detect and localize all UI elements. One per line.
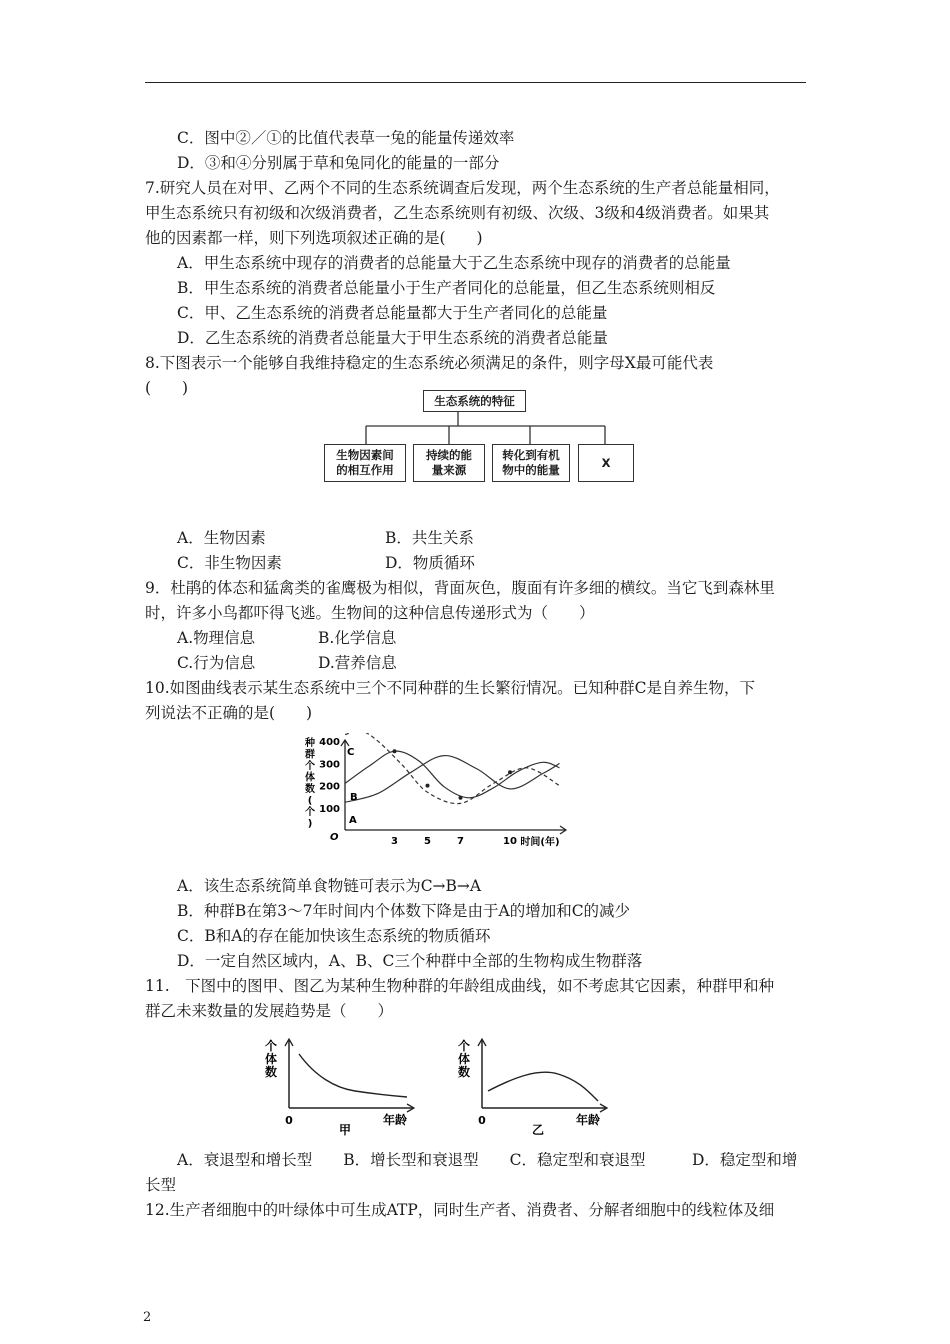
origin-label: 0 (478, 1114, 486, 1127)
y-axis-label-char: 种 (305, 738, 315, 749)
q7-option-b: B．甲生态系统的消费者总能量小于生产者同化的总能量，但乙生态系统则相反 (177, 279, 716, 297)
q11-options-wrap: 长型 (145, 1176, 177, 1194)
q6-option-c: C．图中②／①的比值代表草一兔的能量传递效率 (177, 129, 515, 147)
y-axis-label-char: 数 (457, 1065, 471, 1079)
diagram-box-biotic-interaction: 生物因素间的相互作用 (324, 444, 406, 482)
y-tick-label: 200 (319, 781, 340, 793)
q8-option-c: C．非生物因素 (177, 554, 282, 572)
diagram-box-x: X (578, 444, 634, 482)
y-axis-label-char: 数 (305, 784, 315, 795)
q10-option-b: B．种群B在第3～7年时间内个体数下降是由于A的增加和C的减少 (177, 902, 631, 920)
population-chart (300, 733, 575, 855)
age-curve (299, 1054, 407, 1097)
age-chart-jia (255, 1036, 415, 1136)
data-point (393, 749, 397, 753)
q8-stem-line2: ( ) (145, 379, 189, 397)
chart-caption: 乙 (531, 1123, 545, 1136)
data-point (459, 796, 463, 800)
y-axis-label-char: ( (307, 795, 313, 807)
y-axis-label-char: ) (307, 818, 313, 830)
y-axis-label-char: 个 (305, 761, 315, 772)
q10-stem-line2: 列说法不正确的是( ) (145, 704, 313, 722)
q10-option-d: D．一定自然区域内，A、B、C三个种群中全部的生物构成生物群落 (177, 952, 643, 970)
series-c-line (345, 733, 560, 804)
q7-stem-line1: 7.研究人员在对甲、乙两个不同的生态系统调查后发现，两个生态系统的生产者总能量相同， (145, 179, 780, 197)
q8-option-d: D．物质循环 (385, 554, 475, 572)
q10-option-a: A．该生态系统简单食物链可表示为C→B→A (177, 877, 482, 895)
q9-stem-line2: 时，许多小鸟都吓得飞逃。生物间的这种信息传递形式为（ ） (145, 604, 595, 622)
age-chart-yi-svg (448, 1036, 616, 1136)
y-axis-label-char: 体 (457, 1052, 471, 1066)
x-tick-label: 5 (424, 836, 431, 847)
diagram-top-box: 生态系统的特征 (423, 390, 526, 412)
y-axis-label-char: 个 (305, 807, 315, 818)
q11-options: A．衰退型和增长型 B．增长型和衰退型 C．稳定型和衰退型 D．稳定型和增 (177, 1151, 798, 1169)
x-axis-label: 年龄 (382, 1113, 408, 1127)
x-tick-label: 7 (457, 836, 464, 847)
q7-option-a: A．甲生态系统中现存的消费者的总能量大于乙生态系统中现存的消费者的总能量 (177, 254, 731, 272)
q11-stem-line2: 群乙未来数量的发展趋势是（ ） (145, 1002, 394, 1020)
q8-option-b: B．共生关系 (385, 529, 474, 547)
q8-stem-line1: 8.下图表示一个能够自我维持稳定的生态系统必须满足的条件，则字母X最可能代表 (145, 354, 714, 372)
y-tick-label: 300 (319, 759, 340, 771)
x-axis-label: 时间(年) (520, 837, 560, 848)
header-rule (145, 82, 806, 83)
q9-option-c: C.行为信息 (177, 654, 256, 672)
q7-option-d: D．乙生态系统的消费者总能量大于甲生态系统的消费者总能量 (177, 329, 608, 347)
data-point (508, 770, 512, 774)
q10-stem-line1: 10.如图曲线表示某生态系统中三个不同种群的生长繁衍情况。已知种群C是自养生物，下 (145, 679, 756, 697)
page-number: 2 (143, 1310, 152, 1325)
y-axis-label-char: 数 (264, 1065, 278, 1079)
y-tick-label: 400 (319, 737, 340, 749)
q7-option-c: C．甲、乙生态系统的消费者总能量都大于生产者同化的总能量 (177, 304, 608, 322)
data-point (426, 784, 430, 788)
population-chart-svg (300, 733, 575, 855)
series-b-line (345, 751, 560, 798)
x-axis-label: 年龄 (575, 1113, 601, 1127)
q10-option-c: C．B和A的存在能加快该生态系统的物质循环 (177, 927, 491, 945)
q9-stem-line1: 9．杜鹃的体态和猛禽类的雀鹰极为相似，背面灰色，腹面有许多细的横纹。当它飞到森林里 (145, 579, 775, 597)
y-axis-label-char: 体 (264, 1052, 278, 1066)
series-b-label: B (350, 792, 358, 803)
q12-stem-line1: 12.生产者细胞中的叶绿体中可生成ATP，同时生产者、消费者、分解者细胞中的线粒体及细 (145, 1201, 775, 1219)
y-tick-label: 100 (319, 803, 340, 815)
origin-label: O (330, 832, 339, 843)
origin-label: 0 (285, 1114, 293, 1127)
age-chart-jia-svg (255, 1036, 415, 1136)
diagram-box-energy-source: 持续的能量来源 (413, 444, 485, 482)
series-a-label: A (349, 815, 357, 826)
series-a-line (345, 756, 560, 803)
age-chart-yi (448, 1036, 616, 1136)
x-tick-label: 10 (503, 836, 517, 847)
q9-option-a: A.物理信息 (177, 629, 256, 647)
q8-option-a: A．生物因素 (177, 529, 266, 547)
ecosystem-feature-diagram (320, 388, 636, 488)
q9-option-b: B.化学信息 (318, 629, 397, 647)
age-curve (488, 1072, 598, 1101)
q7-stem-line3: 他的因素都一样，则下列选项叙述正确的是( ) (145, 229, 483, 247)
y-axis-label-char: 群 (305, 749, 315, 761)
series-c-label: C (347, 747, 355, 758)
chart-caption: 甲 (338, 1123, 352, 1136)
q9-option-d: D.营养信息 (318, 654, 397, 672)
y-axis-label-char: 个 (457, 1039, 471, 1053)
q7-stem-line2: 甲生态系统只有初级和次级消费者，乙生态系统则有初级、次级、3级和4级消费者。如果其 (145, 204, 770, 222)
x-tick-label: 3 (391, 836, 398, 847)
y-axis-label-char: 体 (305, 772, 315, 784)
y-axis-label-char: 个 (264, 1039, 278, 1053)
q11-stem-line1: 11. 下图中的图甲、图乙为某种生物种群的年龄组成曲线，如不考虑其它因素，种群甲和种 (145, 977, 775, 995)
q6-option-d: D．③和④分别属于草和兔同化的能量的一部分 (177, 154, 500, 172)
diagram-box-organic-energy: 转化到有机物中的能量 (492, 444, 570, 482)
